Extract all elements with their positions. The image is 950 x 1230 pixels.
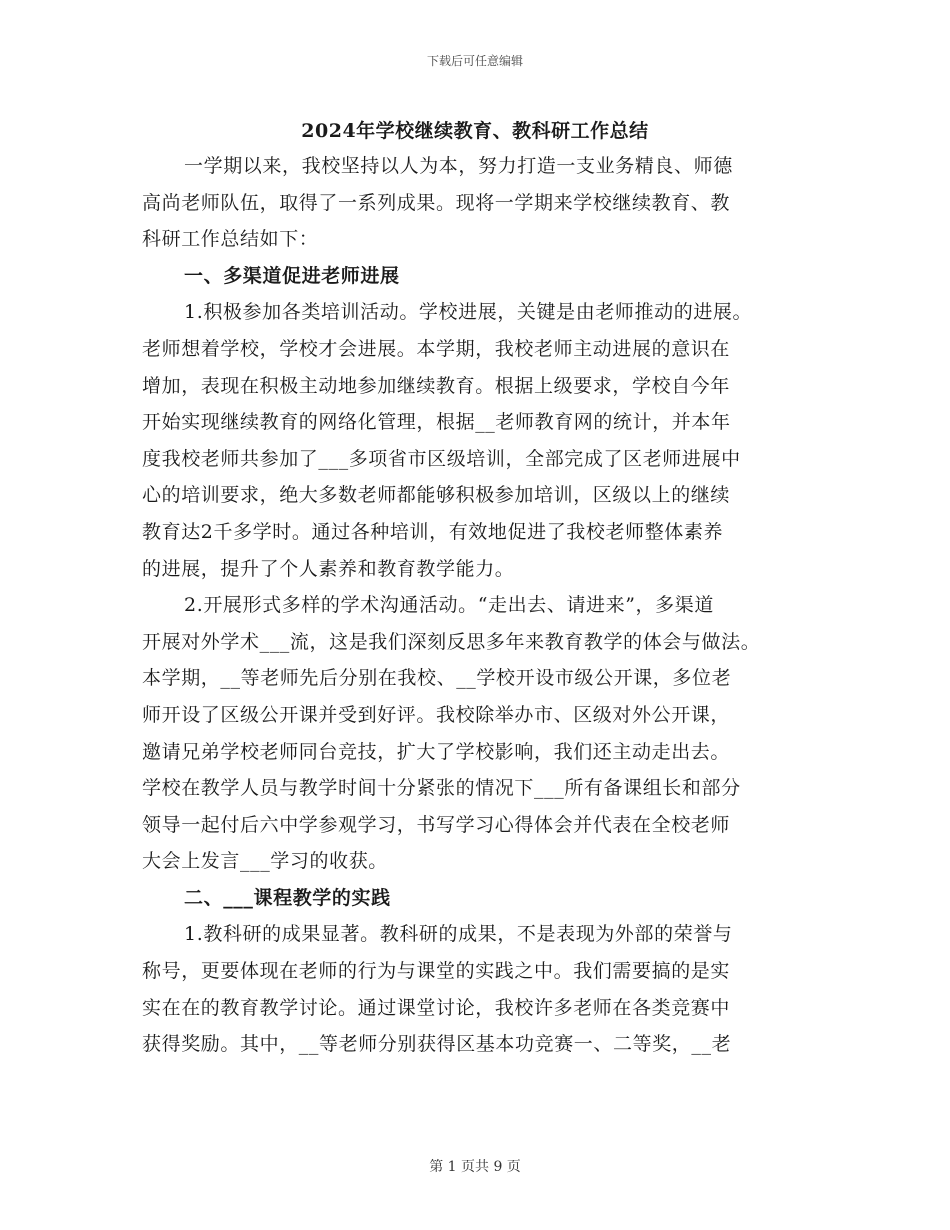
body-text-line: 心的培训要求，绝大多数老师都能够积极参加培训，区级以上的继续 <box>142 484 731 507</box>
body-text-line: 领导一起付后六中学参观学习，书写学习心得体会并代表在全校老师 <box>142 813 731 836</box>
body-text-line: 大会上发言___学习的收获。 <box>142 850 388 873</box>
body-text-line: 获得奖励。其中，__等老师分别获得区基本功竞赛一、二等奖，__老 <box>142 1033 732 1056</box>
body-text-line: 一学期以来，我校坚持以人为本，努力打造一支业务精良、师德 <box>184 155 733 177</box>
document-body <box>142 148 832 1063</box>
body-text-line: 增加，表现在积极主动地参加继续教育。根据上级要求，学校自今年 <box>142 374 731 397</box>
body-text-line: 2.开展形式多样的学术沟通活动。“走出去、请进来”，多渠道 <box>184 594 714 617</box>
document-title: 2024年学校继续教育、教科研工作总结 <box>301 120 649 142</box>
section-heading: 二、___课程教学的实践 <box>184 886 391 909</box>
body-text-line: 1.积极参加各类培训活动。学校进展，关键是由老师推动的进展。 <box>184 301 753 324</box>
body-text-line: 称号，更要体现在老师的行为与课堂的实践之中。我们需要搞的是实 <box>142 960 731 983</box>
body-text-line: 本学期，__等老师先后分别在我校、__学校开设市级公开课，多位老 <box>142 667 732 690</box>
body-text-line: 1.教科研的成果显著。教科研的成果，不是表现为外部的荣誉与 <box>184 923 733 946</box>
body-text-line: 开展对外学术___流，这是我们深刻反思多年来教育教学的体会与做法。 <box>142 630 761 653</box>
body-text-line: 高尚老师队伍，取得了一系列成果。现将一学期来学校继续教育、教 <box>142 191 731 214</box>
body-text-line: 教育达2千多学时。通过各种培训，有效地促进了我校老师整体素养 <box>142 520 724 543</box>
body-text-line: 度我校老师共参加了___多项省市区级培训，全部完成了区老师进展中 <box>142 447 741 470</box>
body-text-line: 学校在教学人员与教学时间十分紧张的情况下___所有备课组长和部分 <box>142 777 741 800</box>
body-text-line: 开始实现继续教育的网络化管理，根据__老师教育网的统计，并本年 <box>142 411 731 434</box>
body-text-line: 老师想着学校，学校才会进展。本学期，我校老师主动进展的意识在 <box>142 337 731 360</box>
section-heading: 一、多渠道促进老师进展 <box>184 264 400 287</box>
body-text-line: 邀请兄弟学校老师同台竞技，扩大了学校影响，我们还主动走出去。 <box>142 740 731 763</box>
page-header: 下载后可任意编辑 <box>426 54 523 68</box>
page-footer: 第 1 页共 9 页 <box>429 1159 521 1175</box>
body-text-line: 实在在的教育教学讨论。通过课堂讨论，我校许多老师在各类竞赛中 <box>142 996 731 1019</box>
body-text-line: 师开设了区级公开课并受到好评。我校除举办市、区级对外公开课， <box>142 703 731 726</box>
body-text-line: 的进展，提升了个人素养和教育教学能力。 <box>142 557 515 580</box>
body-text-line: 科研工作总结如下： <box>142 228 319 251</box>
